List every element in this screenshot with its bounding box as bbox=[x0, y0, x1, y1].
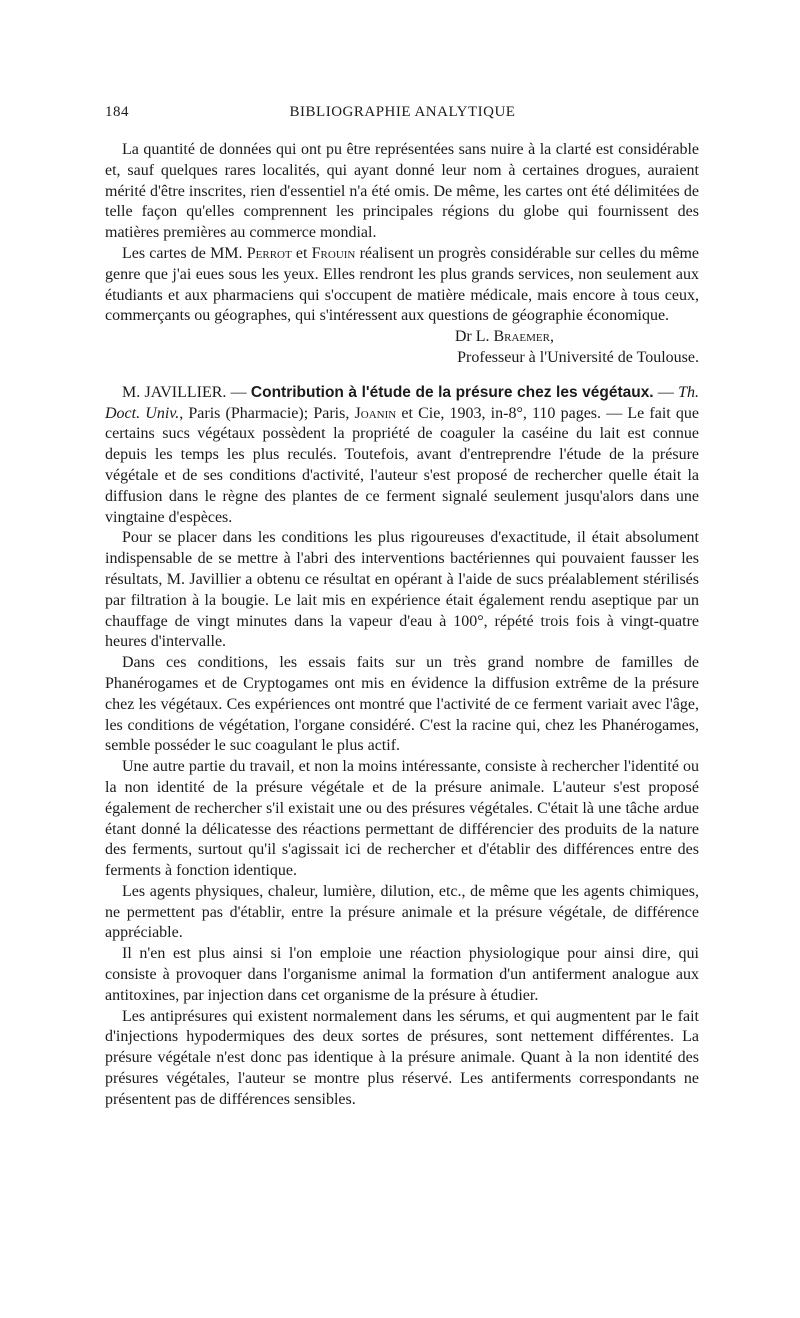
author-name: Frouin bbox=[311, 244, 356, 262]
author-name: Perrot bbox=[246, 244, 292, 262]
text-run: et Cie, 1903, in-8°, 110 pages. — Le fait que certains sucs végétaux possèdent la propriété de coaguler la caséine du lait est connue depuis les temps les plus reculés. Toutefois, avant d'entreprendre l'étude de la présure végétale et de ses conditions d'activité, l'auteur s'est proposé de rechercher quelle était la diffusion dans le règne des plantes de ce ferment signalé seulement jusqu'alors dans une vingtaine d'espèces. bbox=[105, 404, 700, 526]
signature-surname: Braemer, bbox=[493, 328, 554, 346]
signature-prefix: Dr L. bbox=[454, 328, 494, 346]
text-run: réalisent un progrès considérable sur celles du même genre que j'ai eues sous les yeux. Elles rendront les plus grands services, non seulement aux étudiants et aux pharmaciens qui s'occupent de matière médicale, mais encore à tous ceux, commerçants ou géographes, qui s'intéressent aux questions de géographie économique. bbox=[105, 244, 700, 325]
signature-title: Professeur à l'Université de Toulouse. bbox=[457, 348, 699, 366]
paragraph: Dans ces conditions, les essais faits sur un très grand nombre de familles de Phanérogames et de Cryptogames ont mis en évidence la diffusion extrême de la présure chez les végétaux. Ces expériences ont montré que l'activité de ce ferment variait avec l'âge, les conditions de végétation, l'organe considéré. C'est la racine qui, chez les Phanérogames, semble posséder le suc coagulant le plus actif. bbox=[105, 654, 699, 755]
signature-name bbox=[105, 327, 699, 348]
publisher-name: Joanin bbox=[354, 404, 397, 422]
paragraph: Les antiprésures qui existent normalement dans les sérums, et qui augmentent par le fait d'injections hypodermiques des deux sortes de présures, sont nettement différentes. La présure végétale n'est donc pas identique à la présure animale. Quant à la non identité des présures végétales, l'auteur se montre plus réservé. Les antiferments correspondants ne présentent pas de différences sensibles. bbox=[105, 1007, 699, 1108]
text-run: et bbox=[291, 244, 312, 262]
running-header bbox=[105, 104, 700, 126]
text-run: Les cartes de MM. bbox=[122, 244, 247, 262]
review-title: Contribution à l'étude de la présure chez les végétaux. bbox=[250, 383, 654, 401]
paragraph bbox=[105, 244, 699, 327]
running-title: BIBLIOGRAPHIE ANALYTIQUE bbox=[289, 104, 516, 120]
review-entry bbox=[105, 383, 699, 529]
text-run: — bbox=[653, 383, 679, 401]
text-run: — bbox=[226, 383, 251, 401]
page-number: 184 bbox=[105, 104, 129, 120]
paragraph: Pour se placer dans les conditions les plus rigoureuses d'exactitude, il était absolument indispensable de se mettre à l'abri des interventions bactériennes qui pouvaient fausser les résultats, M. Javillier a obtenu ce résultat en opérant à l'aide de sucs préalablement stérilisés par filtration à la bougie. Le lait mis en expérience était également rendu aseptique par un chauffage de vingt minutes dans la vapeur d'eau à 100°, répété trois fois à vingt-quatre heures d'intervalle. bbox=[105, 529, 699, 651]
review-author: M. JAVILLIER. bbox=[122, 383, 227, 401]
page-body bbox=[105, 140, 699, 1111]
text-run: , Paris (Pharmacie); Paris, bbox=[179, 404, 355, 422]
thesis-label: Th. Doct. Univ. bbox=[105, 383, 700, 422]
paragraph: Une autre partie du travail, et non la moins intéressante, consiste à rechercher l'identité ou la non identité de la présure végétale et de la présure animale. L'auteur s'est proposé également de rechercher s'il existait une ou des présures végétales. C'était là une tâche ardue étant donné la délicatesse des réactions permettant de différencier des produits de la nature des ferments, surtout qu'il s'agissait ici de rechercher et d'établir des différences entre des ferments à fonction identique. bbox=[105, 758, 699, 880]
paragraph: Il n'en est plus ainsi si l'on emploie une réaction physiologique pour ainsi dire, qui consiste à provoquer dans l'organisme animal la formation d'un antiferment analogue aux antitoxines, par injection dans cet organisme de la présure à étudier. bbox=[105, 945, 699, 1004]
paragraph: Les agents physiques, chaleur, lumière, dilution, etc., de même que les agents chimiques, ne permettent pas d'établir, entre la présure animale et la présure végétale, de différence appréciable. bbox=[105, 882, 699, 942]
paragraph: La quantité de données qui ont pu être représentées sans nuire à la clarté est considérable et, sauf quelques rares localités, qui ayant donné leur nom à certaines drogues, auraient mérité d'être inscrites, rien d'essentiel n'a été omis. De même, les cartes ont été délimitées de telle façon qu'elles comprennent les principales régions du globe qui fournissent des matières premières au commerce mondial. bbox=[105, 141, 699, 242]
